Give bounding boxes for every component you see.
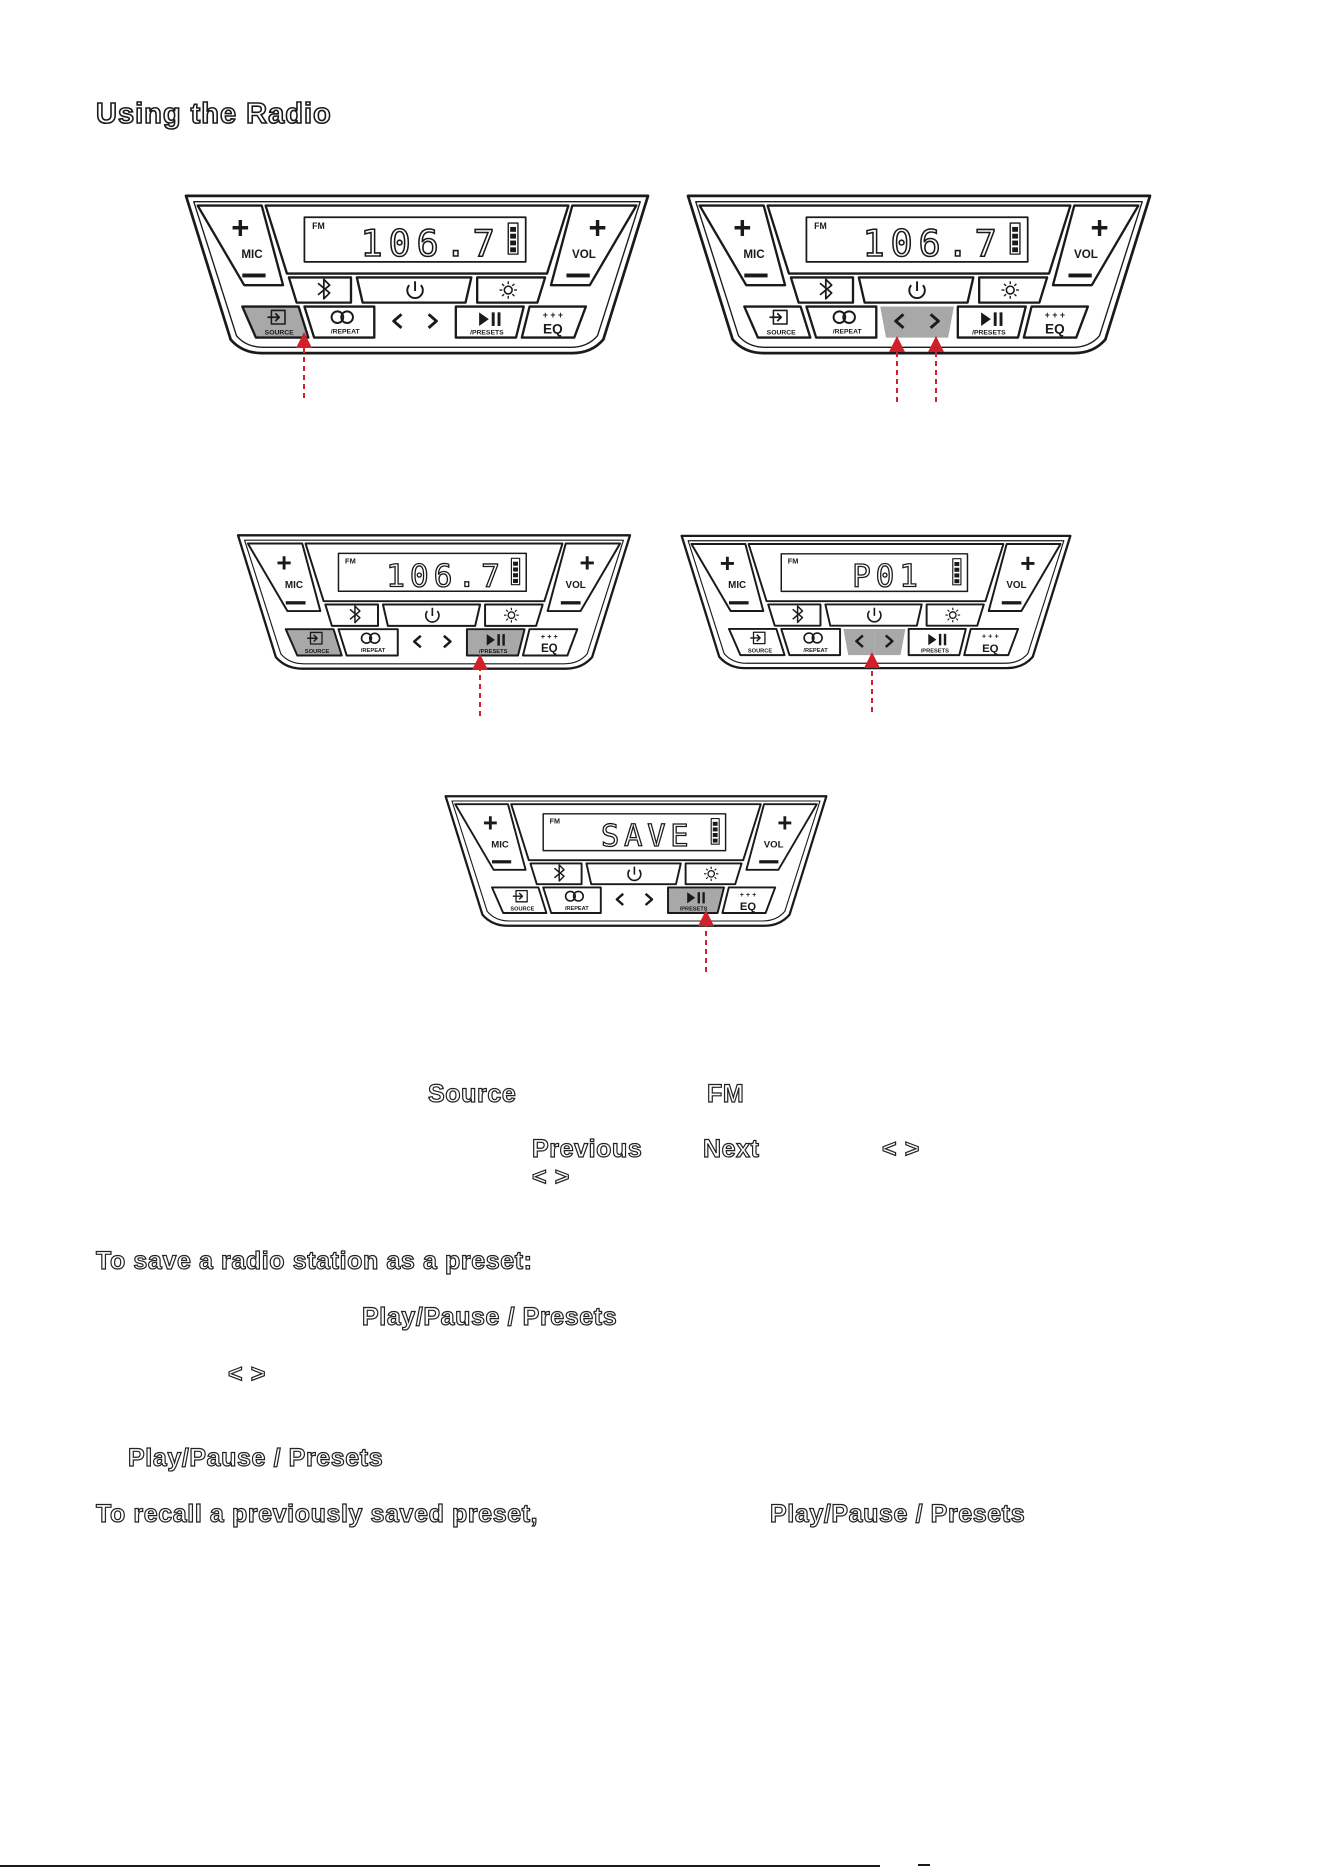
source-label: SOURCE [747,648,773,655]
mic-plus-icon: + [719,547,735,578]
vol-plus-icon: + [1020,547,1036,578]
vol-label: VOL [571,248,596,261]
eq-icon: + + + [1044,310,1065,321]
play-presets-3: Play/Pause / Presets [770,1500,1026,1528]
band-label: FM [787,556,799,566]
footer-tick [918,1864,930,1866]
presets-label: /PRESETS [479,649,508,656]
lcd-readout: P01 [852,558,923,595]
band-label: FM [549,816,560,826]
arrows-symbols-2: < > [532,1163,570,1191]
source-word: Source [428,1080,517,1108]
vol-plus-icon: + [1090,210,1109,246]
vol-label: VOL [1073,248,1098,261]
mic-plus-icon: + [231,210,250,246]
eq-label: EQ [739,900,757,913]
mic-plus-icon: + [482,809,498,838]
source-label: SOURCE [510,906,535,913]
presets-label: /PRESETS [470,329,504,337]
repeat-label: /REPEAT [360,648,386,655]
mic-label: MIC [241,248,263,261]
mic-label: MIC [284,580,304,591]
mic-label: MIC [728,580,747,592]
source-label: SOURCE [304,649,330,656]
fm-word: FM [707,1080,745,1108]
presets-label: /PRESETS [679,906,708,913]
play-presets-2: Play/Pause / Presets [128,1444,384,1472]
source-label: SOURCE [264,329,294,337]
vol-label: VOL [763,839,784,851]
lcd-readout: SAVE [601,818,694,854]
mic-label: MIC [743,248,765,261]
vol-label: VOL [565,580,586,591]
presets-label: /PRESETS [920,648,949,655]
lcd-readout: 106.7 [862,222,1003,266]
arrows-symbols-3: < > [228,1360,266,1388]
band-label: FM [312,220,325,231]
vol-label: VOL [1006,580,1027,592]
eq-icon: + + + [739,890,757,899]
band-label: FM [814,220,827,231]
arrows-symbols-1: < > [882,1135,920,1163]
lcd-readout: 106.7 [360,222,501,266]
next-word: Next [703,1135,760,1163]
presets-label: /PRESETS [972,329,1006,337]
band-label: FM [345,556,356,566]
repeat-label: /REPEAT [832,328,862,336]
repeat-label: /REPEAT [564,905,589,912]
eq-icon: + + + [540,632,558,642]
mic-plus-icon: + [733,210,752,246]
recall-heading: To recall a previously saved preset, [96,1500,539,1528]
eq-label: EQ [540,643,558,656]
vol-plus-icon: + [588,210,607,246]
lcd-readout: 106.7 [386,558,505,595]
repeat-label: /REPEAT [803,647,828,654]
eq-icon: + + + [981,631,999,641]
previous-word: Previous [532,1135,643,1163]
eq-label: EQ [1045,321,1065,337]
vol-plus-icon: + [777,809,793,838]
repeat-label: /REPEAT [330,328,360,336]
eq-label: EQ [543,321,563,337]
source-label: SOURCE [766,329,796,337]
play-presets-1: Play/Pause / Presets [362,1303,618,1331]
page-heading: Using the Radio [96,98,332,130]
vol-plus-icon: + [579,547,595,578]
eq-label: EQ [982,642,999,655]
save-heading: To save a radio station as a preset: [96,1247,533,1275]
eq-icon: + + + [542,310,563,321]
mic-label: MIC [491,839,509,851]
footer-rule [0,1865,880,1867]
mic-plus-icon: + [276,547,292,578]
